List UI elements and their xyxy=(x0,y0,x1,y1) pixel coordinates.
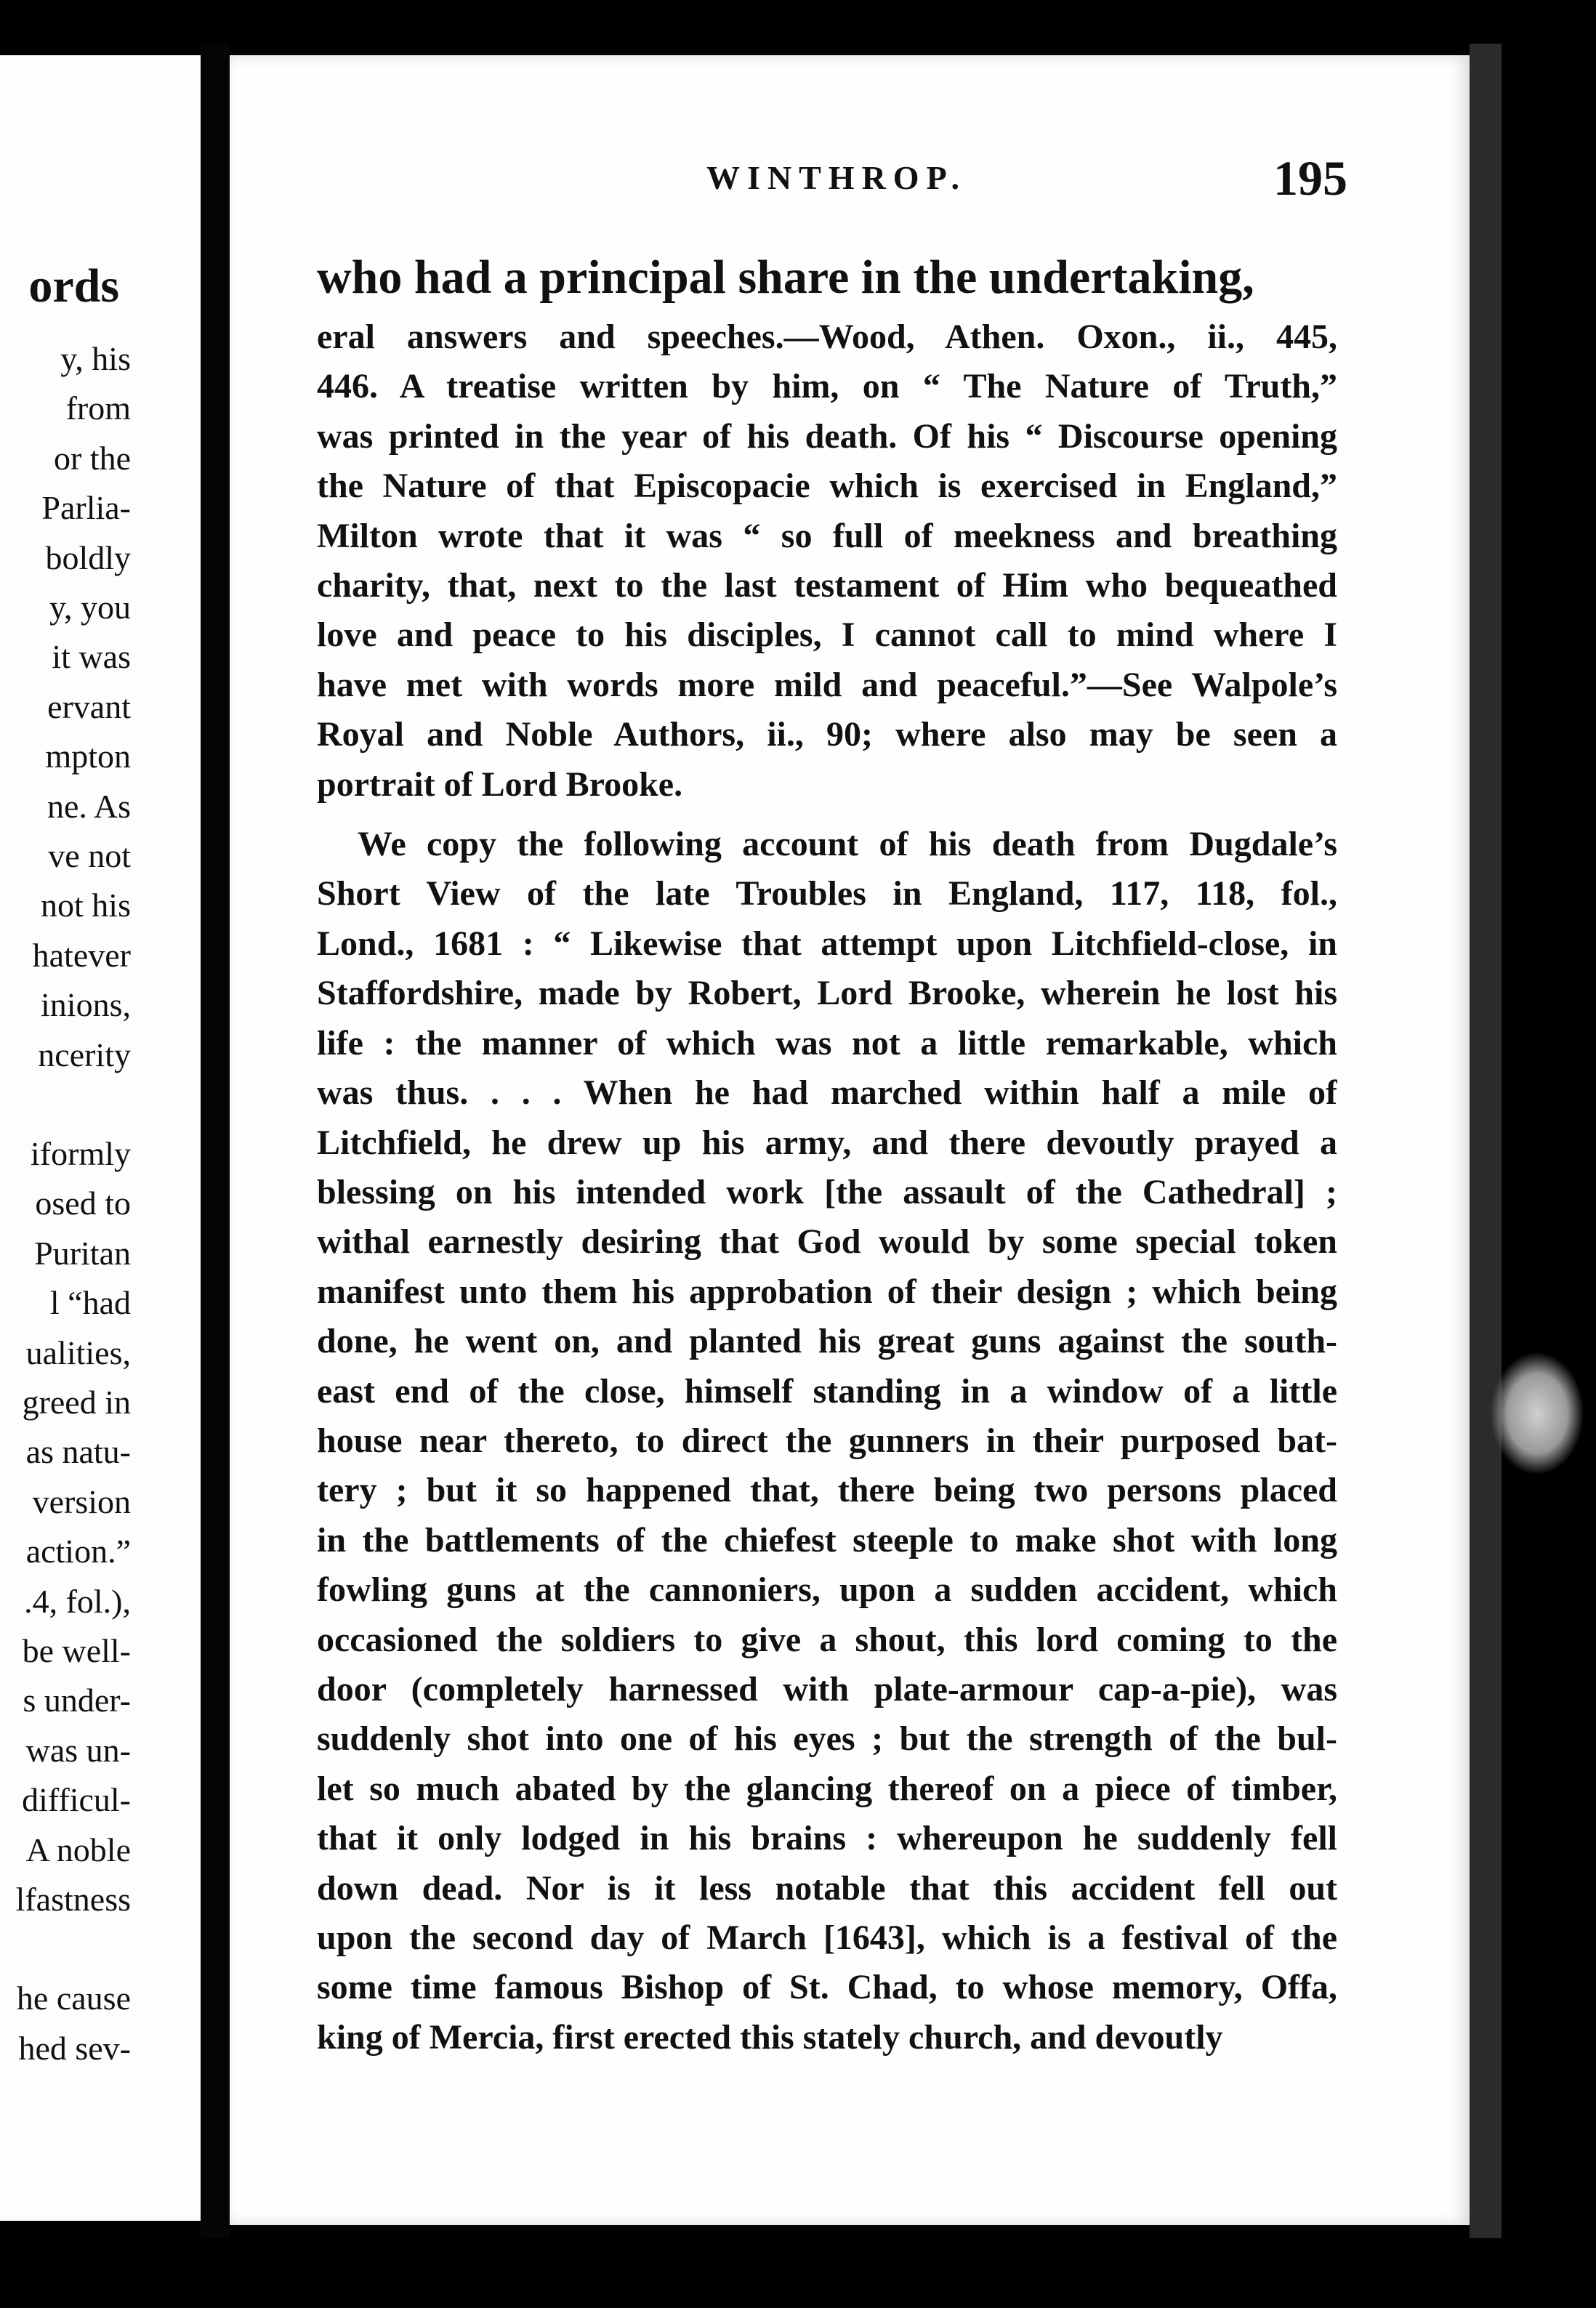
paragraph-line: that it only lodged in his brains : whereupon he suddenly fell xyxy=(317,1819,1337,1858)
left-page-line: ords xyxy=(28,259,119,312)
continued-text-line: who had a principal share in the undertaking, xyxy=(317,251,1254,304)
footnote-line: portrait of Lord Brooke. xyxy=(317,764,683,804)
paragraph-line: let so much abated by the glancing thereof on a piece of timber, xyxy=(317,1769,1337,1808)
footnote-line: eral answers and speeches.—Wood, Athen. Oxon., ii., 445, xyxy=(317,318,1337,356)
book-gutter xyxy=(201,44,230,2238)
left-page-line: .4, fol.), xyxy=(24,1582,131,1620)
paragraph-line: house near thereto, to direct the gunners in their purposed bat- xyxy=(317,1421,1337,1460)
footnote-line: charity, that, next to the last testament of Him who bequeathed xyxy=(317,566,1337,605)
left-page-line: action.” xyxy=(25,1533,131,1570)
left-page-line: lfastness xyxy=(15,1881,131,1918)
paragraph-line: life : the manner of which was not a little remarkable, which xyxy=(317,1023,1337,1062)
paragraph-line: was thus. . . . When he had marched within half a mile of xyxy=(317,1073,1337,1113)
left-page-line: ervant xyxy=(47,687,131,725)
left-page-fragment xyxy=(0,55,201,2221)
paragraph-line: down dead. Nor is it less notable that this accident fell out xyxy=(317,1868,1337,1908)
paragraph-line: blessing on his intended work [the assault of the Cathedral] ; xyxy=(317,1172,1337,1211)
left-page-line: inions, xyxy=(41,986,131,1024)
left-page-line: l “had xyxy=(49,1284,131,1322)
left-page-line: A noble xyxy=(25,1831,131,1868)
paragraph-line: Staffordshire, made by Robert, Lord Brooke, wherein he lost his xyxy=(317,974,1337,1013)
footnote-line: the Nature of that Episcopacie which is exercised in England,” xyxy=(317,467,1337,506)
left-page-line: be well- xyxy=(22,1632,131,1669)
paragraph-line: in the battlements of the chiefest steeple to make shot with long xyxy=(317,1520,1337,1559)
main-paragraph xyxy=(317,820,1337,2062)
paragraph-line: manifest unto them his approbation of their design ; which being xyxy=(317,1272,1337,1311)
left-page-line: hed sev- xyxy=(18,2029,131,2067)
paragraph-line: Short View of the late Troubles in England, 117, 118, fol., xyxy=(317,874,1337,913)
left-page-line: it was xyxy=(52,638,131,676)
paragraph-line: done, he went on, and planted his great guns against the south- xyxy=(317,1322,1337,1361)
footnote-line: was printed in the year of his death. Of his “ Discourse opening xyxy=(317,416,1337,456)
left-page-line: difficul- xyxy=(22,1781,131,1819)
paragraph-line: suddenly shot into one of his eyes ; but the strength of the bul- xyxy=(317,1719,1337,1759)
footnote-line: Royal and Noble Authors, ii., 90; where also may be seen a xyxy=(317,715,1337,754)
left-page-line: ualities, xyxy=(25,1333,131,1371)
left-page-line: from xyxy=(65,390,131,427)
footnote-line: Milton wrote that it was “ so full of meekness and breathing xyxy=(317,516,1337,555)
running-title: WINTHROP. xyxy=(706,159,967,196)
left-page-line: he cause xyxy=(16,1980,131,2017)
page-body xyxy=(317,243,1337,2062)
paragraph-line: east end of the close, himself standing in a window of a little xyxy=(317,1371,1337,1411)
paragraph-line: fowling guns at the cannoniers, upon a sudden accident, which xyxy=(317,1570,1337,1610)
paragraph-line: Litchfield, he drew up his army, and there devoutly prayed a xyxy=(317,1123,1337,1162)
paragraph-line: Lond., 1681 : “ Likewise that attempt upon Litchfield-close, in xyxy=(317,924,1337,963)
left-page-line: Puritan xyxy=(34,1234,131,1272)
left-page-line: iformly xyxy=(31,1135,131,1172)
paragraph-line: some time famous Bishop of St. Chad, to whose memory, Offa, xyxy=(317,1968,1337,2007)
left-page-line: y, you xyxy=(49,589,131,626)
paper-stain xyxy=(1490,1352,1584,1475)
footnote-block xyxy=(317,312,1337,810)
left-page-line: mpton xyxy=(45,738,131,775)
left-page-line: s under- xyxy=(23,1682,131,1719)
left-page-line: ncerity xyxy=(38,1036,131,1073)
paragraph-line: tery ; but it so happened that, there being two persons placed xyxy=(317,1471,1337,1510)
left-page-line: not his xyxy=(41,887,131,924)
left-page-line: boldly xyxy=(45,538,131,576)
left-page-line: hatever xyxy=(32,936,131,974)
left-page-line: or the xyxy=(53,439,131,477)
footnote-line: have met with words more mild and peaceful.”—See Walpole’s xyxy=(317,665,1337,704)
footnote-line: love and peace to his disciples, I cannot call to mind where I xyxy=(317,616,1337,655)
page-edge xyxy=(1470,44,1502,2238)
paragraph-line: door (completely harnessed with plate-armour cap-a-pie), was xyxy=(317,1669,1337,1708)
page-header xyxy=(230,150,1470,208)
left-page-line: ve not xyxy=(48,837,131,874)
left-page-line: y, his xyxy=(60,340,131,377)
left-page-line: ne. As xyxy=(47,787,131,825)
left-page-line: as natu- xyxy=(25,1433,131,1471)
left-page-line: osed to xyxy=(35,1185,131,1222)
paragraph-line: occasioned the soldiers to give a shout, this lord coming to the xyxy=(317,1620,1337,1659)
left-page-line: Parlia- xyxy=(41,489,131,527)
left-page-line: was un- xyxy=(25,1731,131,1769)
paragraph-line: king of Mercia, first erected this stately church, and devoutly xyxy=(317,2017,1223,2057)
left-page-line: version xyxy=(32,1482,131,1520)
paragraph-line: We copy the following account of his death from Dugdale’s xyxy=(358,825,1337,864)
left-page-line: greed in xyxy=(22,1384,131,1421)
paragraph-line: withal earnestly desiring that God would by some special token xyxy=(317,1222,1337,1262)
page-number: 195 xyxy=(1273,150,1347,206)
paragraph-line: upon the second day of March [1643], which is a festival of the xyxy=(317,1918,1337,1957)
footnote-line: 446. A treatise written by him, on “ The Nature of Truth,” xyxy=(317,367,1337,406)
